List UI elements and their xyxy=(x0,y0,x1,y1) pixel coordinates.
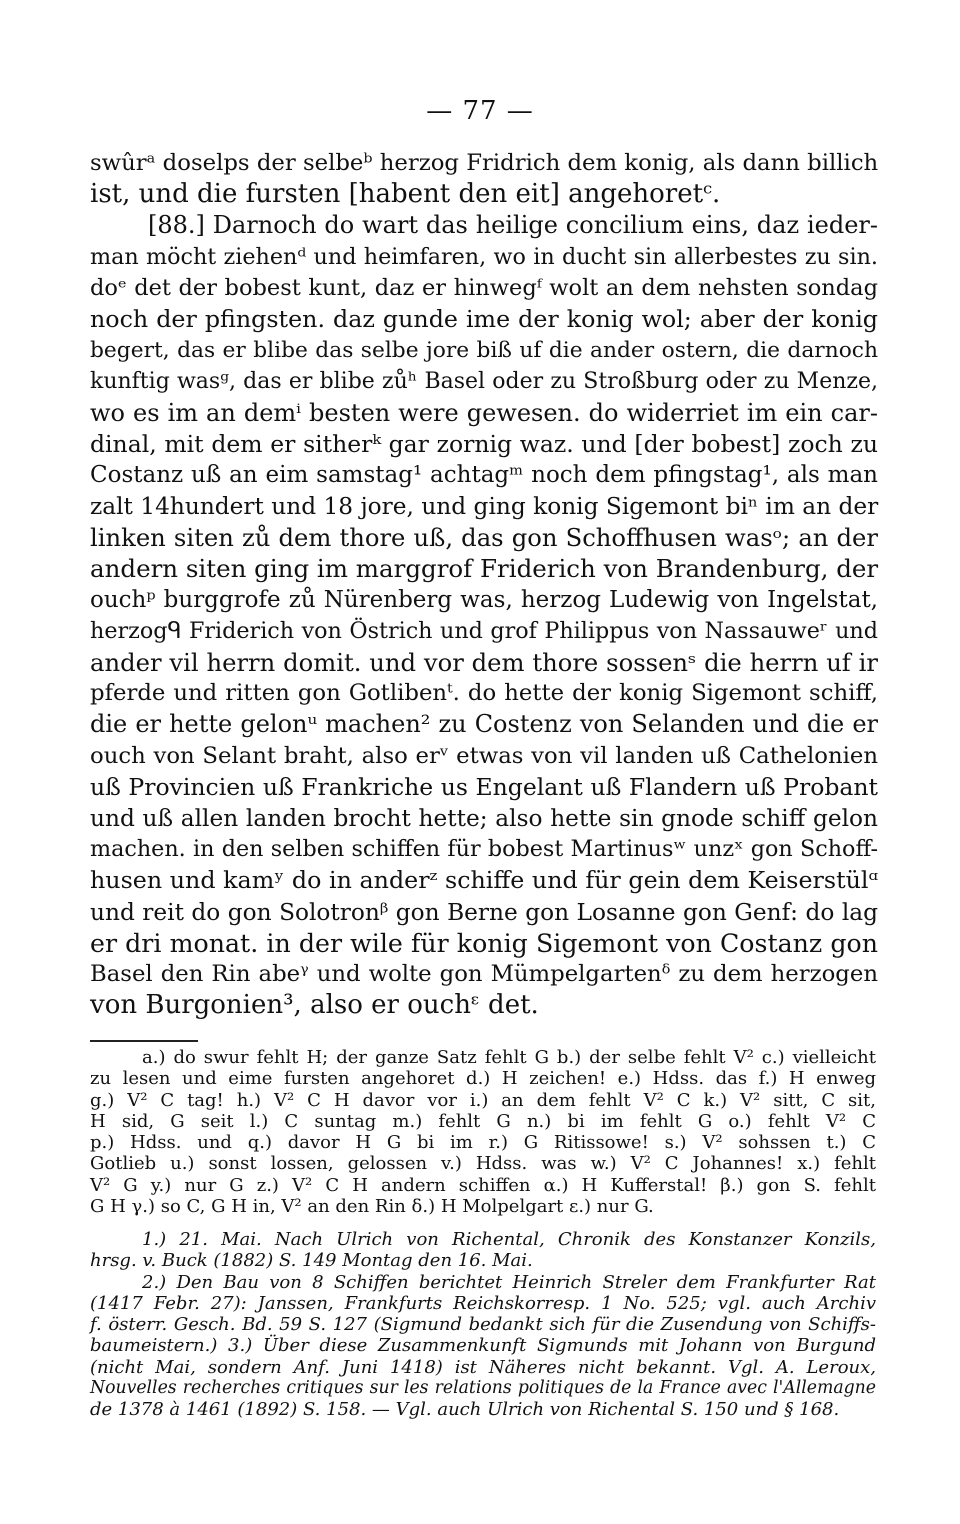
text-line: noch der pfingsten. daz gunde ime der konig wol; aber der konig xyxy=(90,304,878,333)
footnote-line: baumeistern.) 3.) Über diese Zusammenkunft Sigmunds mit Johann von Burgund xyxy=(90,1335,876,1357)
historical-footnotes xyxy=(90,1229,876,1421)
text-line: zalt 14hundert und 18 jore, und ging konig Sigemont biⁿ im an der xyxy=(90,493,879,521)
footnote-line: 1.) 21. Mai. Nach Ulrich von Richental, Chronik des Konstanzer Konzils, xyxy=(142,1229,876,1250)
apparatus-line: G H γ.) so C, G H in, V² an den Rin δ.) H Molpelgart ε.) nur G. xyxy=(90,1196,654,1218)
apparatus-line: Gotlieb u.) sonst lossen, gelossen v.) Hdss. was w.) V² C Johannes! x.) fehlt xyxy=(90,1153,876,1175)
text-line: und uß allen landen brocht hette; also hette sin gnode schiff gelon xyxy=(90,804,878,832)
text-line: linken siten zů dem thore uß, das gon Schoffhusen wasᵒ; an der xyxy=(90,523,878,553)
text-line: machen. in den selben schiffen für bobest Martinusʷ unzˣ gon Schoff- xyxy=(90,836,878,863)
page-number: — 77 — xyxy=(426,96,534,126)
text-line: ander vil herrn domit. und vor dem thore sossenˢ die herrn uf ir xyxy=(90,648,878,677)
text-line: von Burgonien³, also er ouchᵋ det. xyxy=(90,990,539,1021)
text-line: [88.] Darnoch do wart das heilige concilium eins, daz ieder- xyxy=(148,211,878,240)
apparatus-line: zu lesen und eime fursten angehoret d.) H zeichen! e.) Hdss. das f.) H enweg xyxy=(90,1068,876,1090)
text-line: die er hette gelonᵘ machen² zu Costenz von Selanden und die er xyxy=(90,710,878,739)
footnote-line: (nicht Mai, sondern Anf. Juni 1418) ist Näheres nicht bekannt. Vgl. A. Leroux, xyxy=(90,1356,876,1378)
apparatus-line: H sid, G seit l.) C suntag m.) fehlt G n.) bi im fehlt G o.) fehlt V² C xyxy=(90,1110,876,1132)
apparatus-line: g.) V² C tag! h.) V² C H davor vor i.) an dem fehlt V² C k.) V² sitt, C sit, xyxy=(90,1089,876,1111)
text-line: wo es im an demⁱ besten were gewesen. do widerriet im ein car- xyxy=(90,398,878,427)
text-line: Costanz uß an eim samstag¹ achtagᵐ noch dem pfingstag¹, als man xyxy=(90,461,878,488)
text-line: und reit do gon Solotronᵝ gon Berne gon Losanne gon Genf: do lag xyxy=(90,898,878,926)
text-line: husen und kamʸ do in anderᶻ schiffe und für gein dem Keiserstülᵅ xyxy=(90,866,878,895)
footnote-line: Nouvelles recherches critiques sur les relations politiques de la France avec l'Allemagne xyxy=(90,1378,876,1399)
text-line: herzogᑫ Friderich von Östrich und grof Philippus von Nassauweʳ und xyxy=(90,617,878,644)
footnote-line: f. österr. Gesch. Bd. 59 S. 127 (Sigmund bedankt sich für die Zusendung von Schiffs- xyxy=(90,1314,876,1336)
text-line: begert, das er blibe das selbe jore biß uf die ander ostern, die darnoch xyxy=(90,338,878,364)
footnote-separator xyxy=(90,1040,198,1042)
footnote-line: de 1378 à 1461 (1892) S. 158. — Vgl. auch Ulrich von Richental S. 150 und § 168. xyxy=(90,1399,840,1421)
text-line: ist, und die fursten [habent den eit] angehoretᶜ. xyxy=(90,179,721,210)
text-line: ouch von Selant braht, also erᵛ etwas von vil landen uß Cathelonien xyxy=(90,742,878,769)
footnote-line: 2.) Den Bau von 8 Schiffen berichtet Heinrich Streler dem Frankfurter Rat xyxy=(142,1271,876,1293)
text-line: andern siten ging im marggrof Friderich von Brandenburg, der xyxy=(90,554,879,584)
text-line: ouchᵖ burggrofe zů Nürenberg was, herzog Ludewig von Ingelstat, xyxy=(90,586,878,613)
apparatus-line: V² G y.) nur G z.) V² C H andern schiffen α.) H Kufferstal! β.) gon S. fehlt xyxy=(90,1174,876,1196)
text-line: dinal, mit dem er sitherᵏ gar zornig waz. und [der bobest] zoch zu xyxy=(90,429,878,458)
text-line: man möcht ziehenᵈ und heimfaren, wo in ducht sin allerbestes zu sin. xyxy=(90,243,878,270)
text-line: doᵉ det der bobest kunt, daz er hinwegᶠ wolt an dem nehsten sondag xyxy=(90,274,878,301)
text-line: swûrᵃ doselps der selbeᵇ herzog Fridrich dem konig, als dann billich xyxy=(90,150,879,176)
text-line: Basel den Rin abeᵞ und wolte gon Mümpelgartenᵟ zu dem herzogen xyxy=(90,960,878,987)
footnote-line: hrsg. v. Buck (1882) S. 149 Montag den 16. Mai. xyxy=(90,1250,533,1272)
text-line: pferde und ritten gon Gotlibenᵗ. do hette der konig Sigemont schiff, xyxy=(90,680,878,707)
text-line: er dri monat. in der wile für konig Sigemont von Costanz gon xyxy=(90,928,878,958)
apparatus-line: a.) do swur fehlt H; der ganze Satz fehlt G b.) der selbe fehlt V² c.) vielleicht xyxy=(142,1047,876,1068)
apparatus-line: p.) Hdss. und q.) davor H G bi im r.) G Ritissowe! s.) V² sohssen t.) C xyxy=(90,1132,876,1154)
main-text xyxy=(90,148,878,1021)
text-line: uß Provincien uß Frankriche us Engelant uß Flandern uß Probant xyxy=(90,772,878,801)
critical-apparatus xyxy=(90,1047,876,1217)
text-line: kunftig wasᵍ, das er blibe zůʰ Basel oder zu Stroßburg oder zu Menze, xyxy=(90,369,878,395)
footnote-line: (1417 Febr. 27): Janssen, Frankfurts Reichskorresp. 1 No. 525; vgl. auch Archiv xyxy=(90,1292,876,1314)
